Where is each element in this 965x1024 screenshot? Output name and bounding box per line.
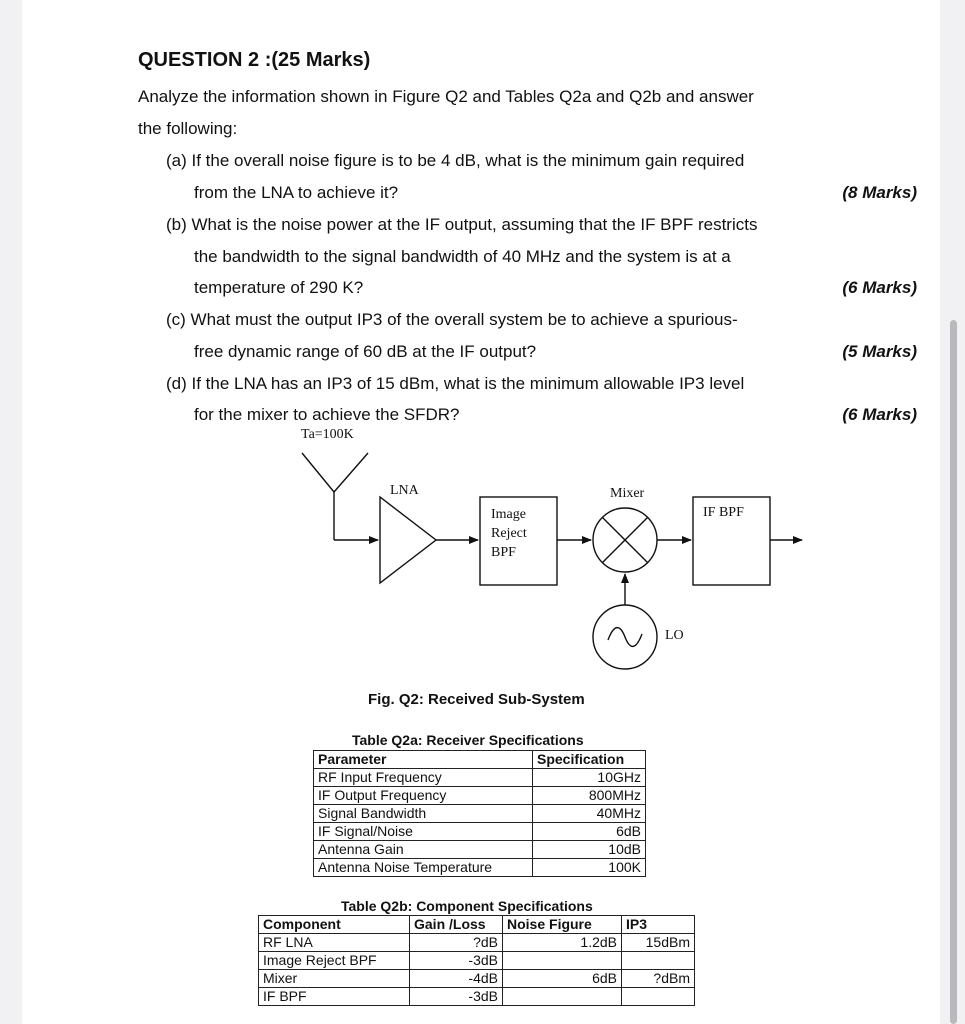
table-row: Signal Bandwidth 40MHz [314, 805, 646, 823]
table-q2a-caption: Table Q2a: Receiver Specifications [352, 732, 584, 748]
part-c-line-2: free dynamic range of 60 dB at the IF output? [194, 342, 537, 361]
table-row: IF Output Frequency 800MHz [314, 787, 646, 805]
table-row: IF BPF -3dB [259, 988, 695, 1006]
intro-line-2: the following: [138, 119, 238, 138]
lo-label: LO [665, 628, 684, 643]
lna-label: LNA [390, 483, 419, 498]
table-header-row [314, 751, 646, 769]
question-title: QUESTION 2 :(25 Marks) [138, 49, 371, 71]
header-gain-loss: Gain /Loss [410, 916, 503, 934]
part-d-line-2: for the mixer to achieve the SFDR? [194, 405, 460, 424]
table-row: RF LNA ?dB 1.2dB 15dBm [259, 934, 695, 952]
part-c-line-1: (c) What must the output IP3 of the overall system be to achieve a spurious- [166, 310, 738, 329]
image-reject-label: Image Reject BPF [491, 507, 527, 560]
antenna-icon [302, 453, 368, 492]
table-header-row [259, 916, 695, 934]
table-row: Mixer -4dB 6dB ?dBm [259, 970, 695, 988]
table-q2a [313, 750, 646, 877]
table-row: Image Reject BPF -3dB [259, 952, 695, 970]
header-component: Component [259, 916, 410, 934]
table-q2b [258, 915, 695, 1006]
mixer-label: Mixer [610, 486, 645, 501]
part-b-line-3: temperature of 290 K? [194, 278, 364, 297]
antenna-temperature-label: Ta=100K [301, 427, 354, 442]
part-d-marks: (6 Marks) [842, 405, 917, 424]
part-c-marks: (5 Marks) [842, 342, 917, 361]
lna-amplifier-icon [380, 497, 436, 583]
header-noise-figure: Noise Figure [503, 916, 622, 934]
part-b-line-2: the bandwidth to the signal bandwidth of 40 MHz and the system is at a [194, 247, 731, 266]
header-ip3: IP3 [622, 916, 695, 934]
table-row: Antenna Gain 10dB [314, 841, 646, 859]
table-row: RF Input Frequency 10GHz [314, 769, 646, 787]
table-row: IF Signal/Noise 6dB [314, 823, 646, 841]
figure-caption: Fig. Q2: Received Sub-System [368, 691, 585, 708]
part-b-line-1: (b) What is the noise power at the IF output, assuming that the IF BPF restricts [166, 215, 758, 234]
table-row: Antenna Noise Temperature 100K [314, 859, 646, 877]
table-q2b-caption: Table Q2b: Component Specifications [341, 898, 593, 914]
header-specification: Specification [533, 751, 646, 769]
header-parameter: Parameter [314, 751, 533, 769]
part-a-line-2: from the LNA to achieve it? [194, 183, 399, 202]
intro-line-1: Analyze the information shown in Figure Q2 and Tables Q2a and Q2b and answer [138, 87, 754, 106]
part-d-line-1: (d) If the LNA has an IP3 of 15 dBm, what is the minimum allowable IP3 level [166, 374, 745, 393]
part-a-line-1: (a) If the overall noise figure is to be 4 dB, what is the minimum gain required [166, 151, 745, 170]
part-a-marks: (8 Marks) [842, 183, 917, 202]
part-b-marks: (6 Marks) [842, 278, 917, 297]
if-bpf-label: IF BPF [703, 505, 744, 520]
